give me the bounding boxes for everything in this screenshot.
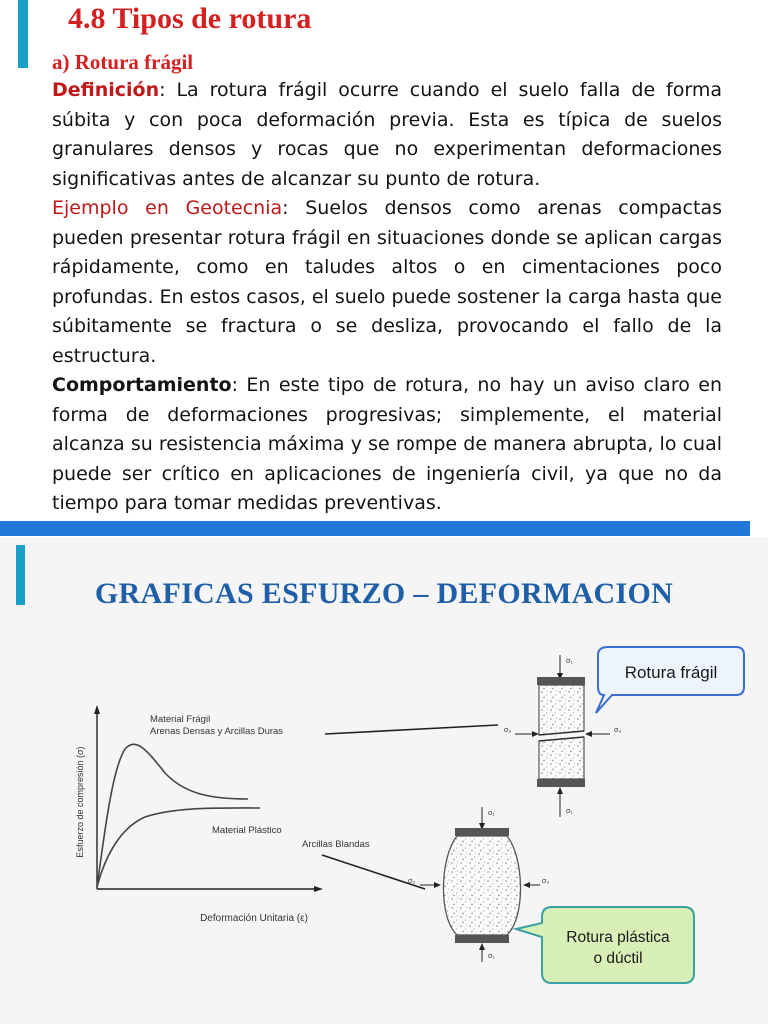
plastic-sigma1-bottom: σ₁ xyxy=(488,953,495,960)
text-definicion: : La rotura frágil ocurre cuando el suelo falla de forma súbita y con poca deformación previa. Esta es típica de suelos granulares densos y rocas que no experimentan deformaciones significativas antes de alcanzar su punto de rotura. xyxy=(52,79,722,190)
stress-strain-figure xyxy=(0,537,768,1024)
callout-fragile-text: Rotura frágil xyxy=(624,663,718,682)
x-axis-arrow xyxy=(314,886,323,892)
subsection-title: a) Rotura frágil xyxy=(52,50,194,74)
accent-bar xyxy=(18,0,28,68)
fragile-sigma3-left: σ₃ xyxy=(504,727,512,734)
x-axis-label: Deformación Unitaria (ε) xyxy=(200,913,308,924)
fragile-sigma1-bottom: σ₁ xyxy=(566,808,573,815)
slide-divider xyxy=(0,521,750,536)
plastic-curve xyxy=(97,808,260,887)
y-axis-arrow xyxy=(94,705,100,714)
fragile-label-2: Arenas Densas y Arcillas Duras xyxy=(150,726,284,737)
text-comportamiento: : En este tipo de rotura, no hay un aviso claro en forma de deformaciones progresivas; simplemente, el material alcanza su resistencia máxima y se rompe de manera abrupta, lo cual puede ser crítico en aplicaciones de ingeniería civil, ya que no da tiempo para tomar medidas preventivas. xyxy=(52,374,722,514)
label-ejemplo: Ejemplo en Geotecnia xyxy=(52,197,283,219)
y-axis-label: Esfuerzo de compresión (σ) xyxy=(75,746,85,858)
paragraph-definicion xyxy=(52,76,722,194)
plastic-sigma3-right: σ₃ xyxy=(542,878,550,885)
paragraph-comportamiento xyxy=(52,371,722,519)
callout-plastic xyxy=(516,907,694,983)
fragile-sigma1-top: σ₁ xyxy=(566,658,573,665)
text-ejemplo: : Suelos densos como arenas compactas pueden presentar rotura frágil en situaciones donde se aplican cargas rápidamente, como en taludes altos o en cimentaciones poco profundas. En estos casos, el suelo puede sostener la carga hasta que súbitamente se fractura o se desliza, provocando el fallo de la estructura. xyxy=(52,197,722,367)
callout-plastic-text-1: Rotura plástica xyxy=(566,929,670,946)
fragile-leader xyxy=(325,725,498,734)
plastic-label-2: Arcillas Blandas xyxy=(302,839,370,850)
plastic-sigma1-top: σ₁ xyxy=(488,810,495,817)
plastic-specimen xyxy=(408,807,549,962)
body-text xyxy=(52,76,722,519)
label-comportamiento: Comportamiento xyxy=(52,374,232,396)
section-title: 4.8 Tipos de rotura xyxy=(68,2,312,35)
figure-slide xyxy=(0,537,768,1024)
plastic-sigma3-left: σ₃ xyxy=(408,878,416,885)
callout-plastic-text-2: o dúctil xyxy=(593,950,643,967)
plastic-label: Material Plástico xyxy=(212,825,282,836)
fragile-sigma3-right: σ₃ xyxy=(614,727,622,734)
paragraph-ejemplo xyxy=(52,194,722,371)
fragile-label-1: Material Frágil xyxy=(150,714,211,725)
callout-fragile xyxy=(596,647,744,713)
slide2-title: GRAFICAS ESFURZO – DEFORMACION xyxy=(94,577,674,610)
fragile-curve xyxy=(97,744,248,887)
label-definicion: Definición xyxy=(52,79,160,101)
